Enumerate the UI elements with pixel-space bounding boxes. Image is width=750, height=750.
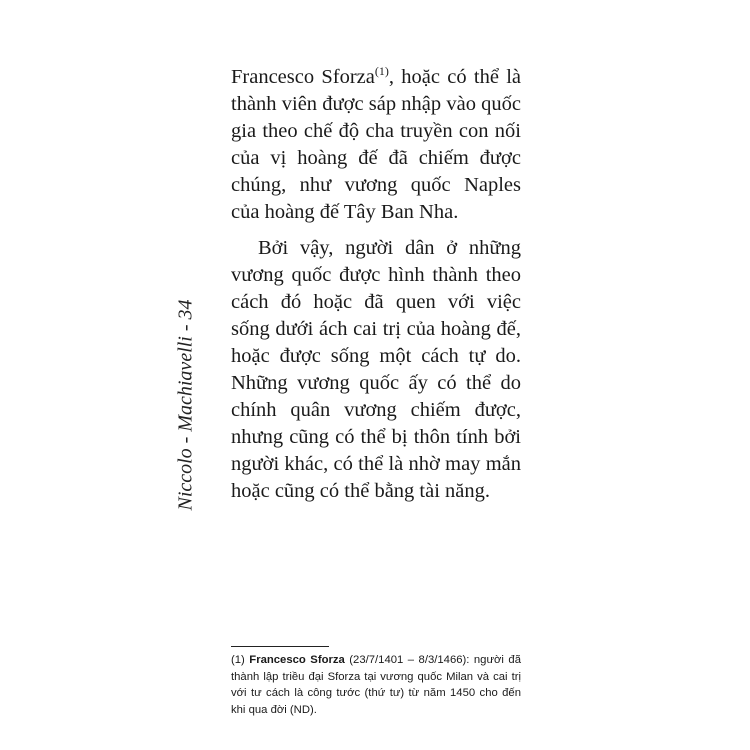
paragraph-2: Bởi vậy, người dân ở những vương quốc được hình thành theo cách đó hoặc đã quen với việc sống dưới ách cai trị của hoàng đế, hoặc được sống một cách tự do. Những vương quốc ấy có thể do chính quân vương chiếm được, nhưng cũng có thể bị thôn tính bởi người khác, có thể là nhờ may mắn hoặc cũng có thể bằng tài năng.: [231, 237, 521, 502]
paragraph-1-text: , hoặc có thể là thành viên được sáp nhập vào quốc gia theo chế độ cha truyền con nối của vị hoàng đế đã chiếm được chúng, như vương quốc Naples của hoàng đế Tây Ban Nha.: [231, 66, 522, 223]
footnote-marker: (1): [231, 654, 250, 666]
paragraph-1: [231, 64, 521, 226]
footnote-divider: [231, 646, 329, 647]
footnote-text: (23/7/1401 – 8/3/1466): người đã thành lập triều đại Sforza tại vương quốc Milan và cai trị với tư cách là công tước (thứ tư) từ năm 1450 cho đến khi qua đời (ND).: [231, 654, 521, 716]
running-head: Niccolo - Machiavelli - 34: [174, 299, 197, 511]
body-text: [231, 64, 521, 505]
person-name: Francesco Sforza: [231, 66, 375, 88]
footnote-name: Francesco Sforza: [249, 654, 345, 666]
footnote-reference: (1): [374, 64, 389, 79]
footnote: [231, 652, 521, 718]
